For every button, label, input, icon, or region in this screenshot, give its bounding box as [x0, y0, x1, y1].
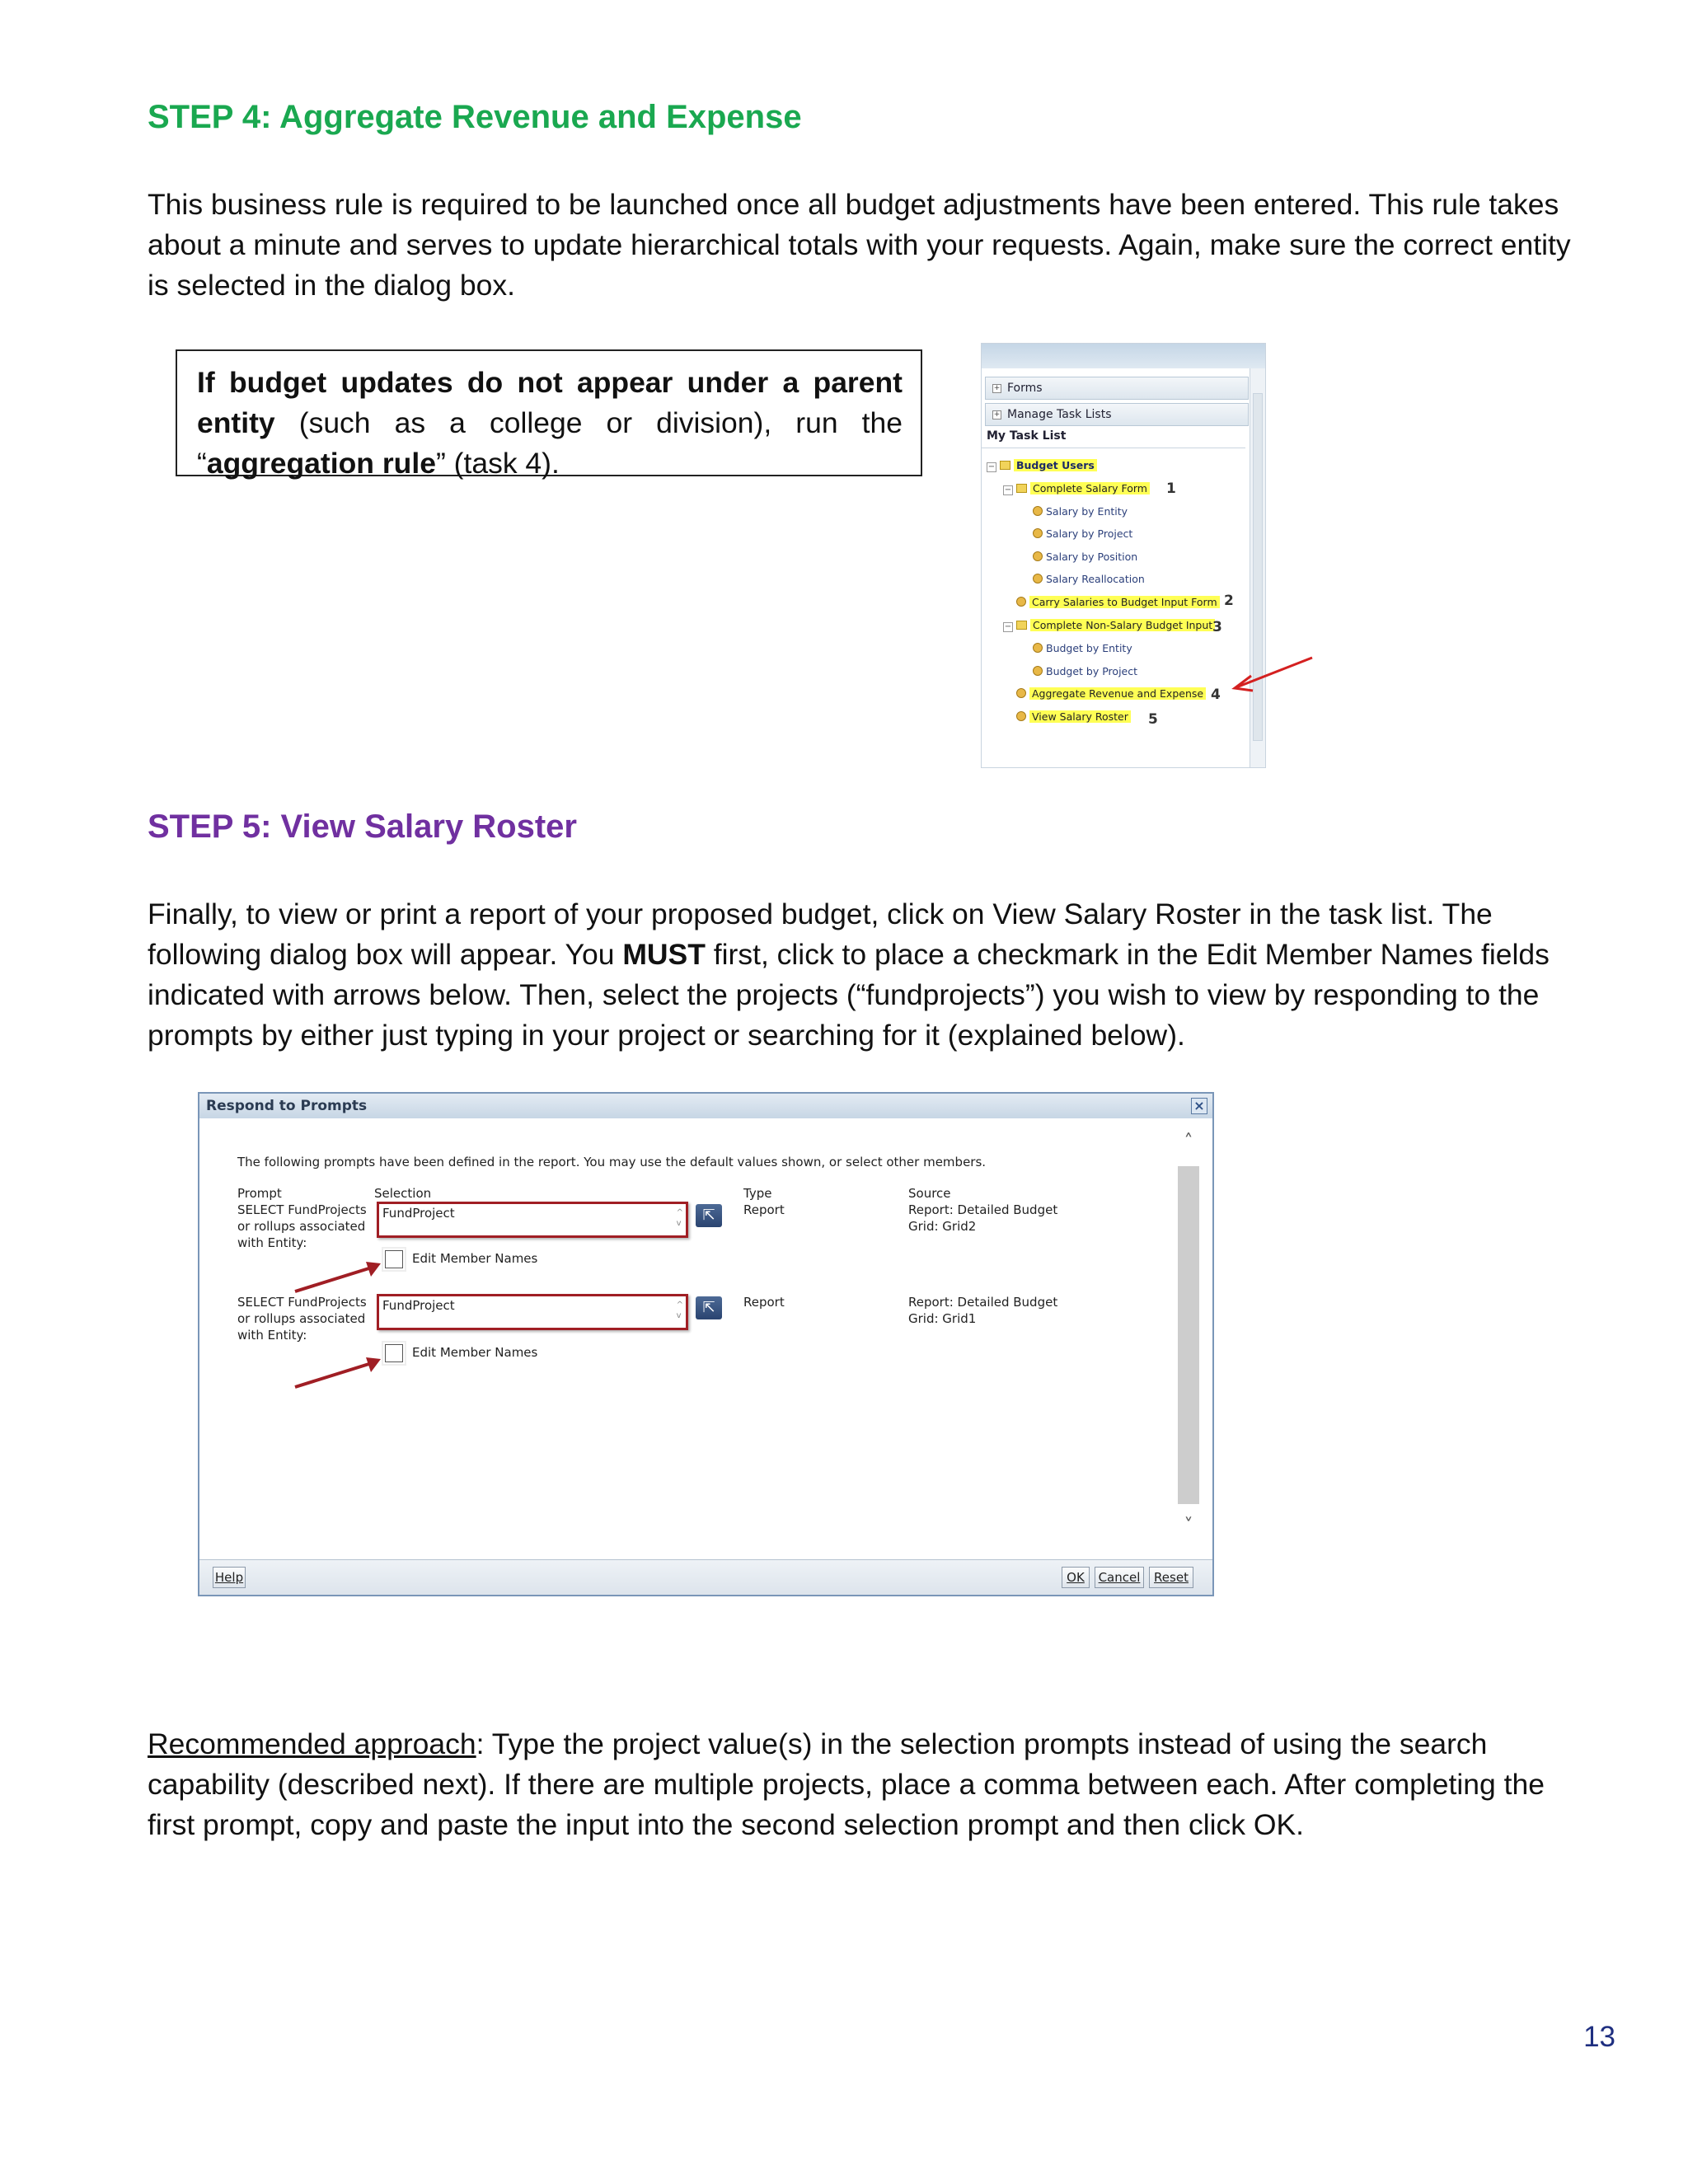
step4-heading: STEP 4: Aggregate Revenue and Expense: [148, 99, 802, 135]
spinner-icon[interactable]: ^ v: [676, 1301, 683, 1320]
type-value: Report: [743, 1295, 785, 1310]
task-label: Budget by Entity: [1046, 642, 1132, 654]
task-label: Salary Reallocation: [1046, 573, 1145, 585]
step5-text-2: first, click to place a checkmark in the Edit Member Names fields indicated with arrows below. Then, select the projects (“fundprojects”) you wish to view by responding to the prompts by either just typing in your project or searching for it (explained below).: [148, 938, 1550, 1052]
dialog-scrollbar[interactable]: [1178, 1132, 1199, 1544]
task-budget-by-entity[interactable]: [1033, 640, 1132, 657]
task-view-salary-roster[interactable]: [1016, 709, 1131, 725]
member-selector-icon[interactable]: ⇱: [696, 1204, 722, 1227]
prompt-label: or rollups associated: [237, 1219, 366, 1234]
checkbox-label: Edit Member Names: [412, 1251, 538, 1266]
manage-task-lists-header[interactable]: [985, 403, 1249, 426]
folder-icon: [1016, 484, 1027, 493]
task-carry-salaries[interactable]: [1016, 594, 1220, 611]
type-value: Report: [743, 1202, 785, 1217]
source-value: Grid: Grid1: [908, 1311, 977, 1326]
dialog-intro: The following prompts have been defined in the report. You may use the default values shown, or select other members.: [237, 1155, 987, 1169]
folder-icon: [1016, 621, 1027, 630]
step5-heading: STEP 5: View Salary Roster: [148, 808, 577, 845]
note-box: [176, 349, 922, 480]
spinner-icon[interactable]: ^ v: [676, 1208, 683, 1228]
step5-text-1: Finally, to view or print a report of your proposed budget, click on View Salary Roster in the task list. The following dialog box will appear. You: [148, 898, 1493, 971]
task-label: Budget Users: [1014, 459, 1097, 471]
expand-icon[interactable]: +: [993, 384, 1001, 392]
task-icon: [1033, 506, 1043, 516]
close-icon[interactable]: ×: [1191, 1098, 1207, 1114]
task-number: 5: [1148, 711, 1158, 728]
member-selector-icon[interactable]: ⇱: [696, 1296, 722, 1319]
source-value: Report: Detailed Budget: [908, 1202, 1058, 1217]
my-task-list-label: My Task List: [987, 429, 1067, 443]
red-arrow-icon: [292, 1255, 384, 1296]
selection-value: FundProject: [382, 1206, 455, 1221]
step5-paragraph: [148, 894, 1573, 1056]
note-text-1: (such as a college or division), run the “: [197, 406, 903, 480]
task-label: Salary by Entity: [1046, 505, 1128, 518]
red-arrow-icon: [292, 1351, 384, 1392]
step5-bold: MUST: [622, 938, 706, 971]
prompt-label: SELECT FundProjects: [237, 1295, 367, 1310]
task-icon: [1016, 688, 1026, 698]
task-label: Budget by Project: [1046, 665, 1138, 677]
selection-input[interactable]: [377, 1294, 688, 1330]
task-label: View Salary Roster: [1029, 710, 1131, 723]
task-salary-reallocation[interactable]: [1033, 571, 1145, 588]
task-salary-by-position[interactable]: [1033, 549, 1137, 565]
recommended-paragraph: [148, 1724, 1573, 1845]
task-label: Complete Non-Salary Budget Input: [1030, 619, 1215, 631]
chevron-down-icon[interactable]: ˅: [1184, 1516, 1193, 1536]
page-number: 13: [1583, 2021, 1615, 2053]
task-budget-users[interactable]: [1000, 457, 1097, 474]
source-value: Grid: Grid2: [908, 1219, 977, 1234]
note-text-2: ” (task 4).: [435, 447, 560, 480]
ok-button[interactable]: OK: [1062, 1567, 1090, 1588]
task-complete-salary-form[interactable]: [1016, 480, 1150, 497]
task-icon: [1033, 666, 1043, 676]
task-budget-by-project[interactable]: [1033, 663, 1137, 680]
reset-button[interactable]: Reset: [1149, 1567, 1193, 1588]
respond-to-prompts-dialog: [198, 1092, 1214, 1596]
collapse-icon[interactable]: −: [1004, 622, 1012, 631]
task-salary-by-entity[interactable]: [1033, 504, 1128, 520]
col-prompt: Prompt: [237, 1186, 282, 1201]
task-icon: [1033, 551, 1043, 561]
step4-paragraph: This business rule is required to be launched once all budget adjustments have been entered. This rule takes about a minute and serves to update hierarchical totals with your requests. Again, make sure the correct entity is selected in the dialog box.: [148, 188, 1571, 302]
task-aggregate-revenue[interactable]: [1016, 686, 1206, 702]
collapse-icon[interactable]: −: [987, 462, 996, 471]
help-button[interactable]: Help: [213, 1567, 246, 1588]
folder-icon: [1000, 461, 1010, 470]
task-complete-non-salary[interactable]: [1016, 617, 1215, 634]
task-label: Carry Salaries to Budget Input Form: [1029, 596, 1220, 608]
task-icon: [1033, 643, 1043, 653]
col-type: Type: [743, 1186, 772, 1201]
task-number: 1: [1166, 480, 1176, 497]
col-source: Source: [908, 1186, 951, 1201]
task-label: Salary by Project: [1046, 527, 1133, 540]
task-icon: [1016, 711, 1026, 721]
note-bold-1: If budget updates do not appear under a parent entity: [197, 366, 903, 439]
selection-value: FundProject: [382, 1298, 455, 1313]
prompt-label: with Entity:: [237, 1328, 307, 1343]
task-icon: [1033, 528, 1043, 538]
prompt-label: or rollups associated: [237, 1311, 366, 1326]
task-icon: [1016, 597, 1026, 607]
source-value: Report: Detailed Budget: [908, 1295, 1058, 1310]
dialog-title: Respond to Prompts: [199, 1094, 1212, 1118]
prompt-label: with Entity:: [237, 1235, 307, 1250]
prompt-label: SELECT FundProjects: [237, 1202, 367, 1217]
collapse-icon[interactable]: −: [1004, 485, 1012, 494]
edit-member-names-checkbox[interactable]: [385, 1344, 403, 1362]
forms-header[interactable]: [985, 377, 1249, 400]
recommended-label: Recommended approach: [148, 1727, 476, 1760]
selection-input[interactable]: [377, 1202, 688, 1238]
red-arrow-icon: [1228, 651, 1319, 697]
checkbox-label: Edit Member Names: [412, 1345, 538, 1360]
task-label: Salary by Position: [1046, 551, 1138, 563]
task-label: Aggregate Revenue and Expense: [1029, 687, 1206, 700]
task-number: 2: [1224, 593, 1234, 609]
task-label: Complete Salary Form: [1030, 482, 1150, 494]
expand-icon[interactable]: +: [993, 410, 1001, 419]
task-list-panel: [981, 343, 1266, 768]
scrollbar-thumb[interactable]: [1178, 1166, 1199, 1504]
chevron-up-icon[interactable]: ˄: [1184, 1132, 1193, 1152]
note-bold-2: aggregation rule: [206, 447, 436, 480]
task-icon: [1033, 574, 1043, 583]
forms-label: Forms: [1007, 382, 1043, 395]
edit-member-names-checkbox[interactable]: [385, 1250, 403, 1268]
task-list-topbar: [982, 344, 1265, 368]
col-selection: Selection: [374, 1186, 432, 1201]
recommended-text: : Type the project value(s) in the selection prompts instead of using the search capability (described next). If there are multiple projects, place a comma between each. After completing the first prompt, copy and paste the input into the second selection prompt and then click OK.: [148, 1727, 1545, 1841]
task-number: 3: [1212, 619, 1222, 635]
task-number: 4: [1211, 687, 1221, 703]
task-salary-by-project[interactable]: [1033, 526, 1132, 542]
cancel-button[interactable]: Cancel: [1095, 1567, 1144, 1588]
dialog-footer: [199, 1559, 1212, 1595]
manage-task-lists-label: Manage Task Lists: [1007, 408, 1112, 421]
